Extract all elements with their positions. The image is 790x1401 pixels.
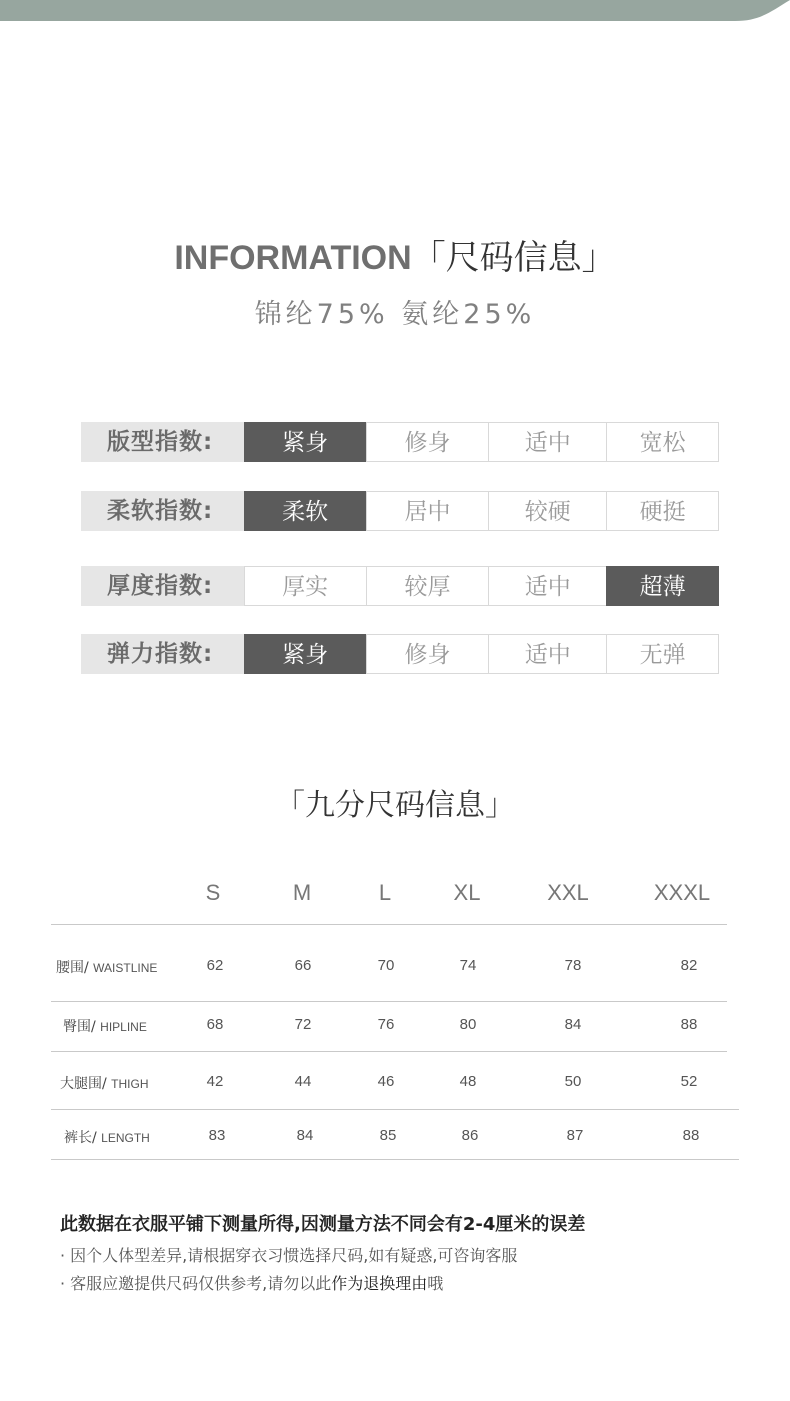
table-divider bbox=[51, 1001, 727, 1002]
table-cell: 84 bbox=[296, 1127, 314, 1144]
row-label-en: THIGH bbox=[111, 1077, 149, 1091]
measurement-notes bbox=[60, 1210, 760, 1298]
size-header-cell: XXL bbox=[547, 880, 589, 905]
index-option: 硬挺 bbox=[606, 491, 719, 531]
table-cell: 80 bbox=[459, 1016, 477, 1033]
row-label bbox=[63, 1016, 147, 1036]
index-option: 较厚 bbox=[366, 566, 490, 606]
title-english: INFORMATION bbox=[174, 239, 412, 277]
page-title bbox=[0, 230, 790, 279]
size-header-cell: S bbox=[205, 880, 221, 905]
title-chinese: 「尺码信息」 bbox=[411, 238, 616, 278]
index-option: 厚实 bbox=[244, 566, 367, 606]
notes-line-text: · 客服应邀提供尺码仅供参考,请勿以此 bbox=[60, 1274, 332, 1293]
row-label-cn: 大腿围/ bbox=[60, 1076, 107, 1092]
table-cell: 82 bbox=[680, 957, 698, 974]
table-cell: 62 bbox=[206, 957, 224, 974]
index-option: 超薄 bbox=[606, 566, 719, 606]
row-label bbox=[60, 1073, 149, 1093]
index-option: 较硬 bbox=[488, 491, 607, 531]
table-cell: 46 bbox=[377, 1073, 395, 1090]
table-cell: 88 bbox=[680, 1016, 698, 1033]
size-chart-title: 「九分尺码信息」 bbox=[275, 788, 515, 823]
table-cell: 48 bbox=[459, 1073, 477, 1090]
table-row bbox=[0, 1016, 790, 1040]
table-cell: 76 bbox=[377, 1016, 395, 1033]
index-label: 版型指数: bbox=[81, 422, 244, 462]
size-header-cell: XXXL bbox=[653, 880, 711, 905]
table-cell: 85 bbox=[379, 1127, 397, 1144]
table-row bbox=[0, 1127, 790, 1151]
notes-line: · 因个人体型差异,请根据穿衣习惯选择尺码,如有疑惑,可咨询客服 bbox=[60, 1246, 518, 1265]
index-row-elasticity bbox=[81, 634, 719, 674]
table-cell: 87 bbox=[566, 1127, 584, 1144]
row-label bbox=[64, 1127, 150, 1147]
notes-line-emphasis: 作为退换理由 bbox=[331, 1274, 428, 1293]
size-header-cell: M bbox=[292, 880, 312, 905]
row-label-cn: 臀围/ bbox=[63, 1019, 96, 1035]
index-label: 柔软指数: bbox=[81, 491, 244, 531]
size-header-cell: XL bbox=[453, 880, 481, 905]
index-option: 修身 bbox=[366, 422, 490, 462]
row-label-cn: 裤长/ bbox=[64, 1130, 97, 1146]
table-row bbox=[0, 957, 790, 981]
row-label-en: LENGTH bbox=[101, 1131, 150, 1145]
table-cell: 78 bbox=[564, 957, 582, 974]
index-option: 适中 bbox=[488, 422, 607, 462]
index-option: 柔软 bbox=[244, 491, 367, 531]
index-row-softness bbox=[81, 491, 719, 531]
index-option: 修身 bbox=[366, 634, 490, 674]
row-label-en: WAISTLINE bbox=[93, 961, 158, 975]
top-decorative-band bbox=[0, 0, 790, 21]
index-option: 适中 bbox=[488, 566, 607, 606]
size-header-cell: L bbox=[378, 880, 392, 905]
table-cell: 68 bbox=[206, 1016, 224, 1033]
table-cell: 52 bbox=[680, 1073, 698, 1090]
row-label bbox=[56, 957, 157, 977]
table-cell: 86 bbox=[461, 1127, 479, 1144]
table-cell: 72 bbox=[294, 1016, 312, 1033]
table-cell: 83 bbox=[208, 1127, 226, 1144]
index-row-thickness bbox=[81, 566, 719, 606]
index-option: 宽松 bbox=[606, 422, 719, 462]
row-label-en: HIPLINE bbox=[100, 1020, 147, 1034]
index-label: 厚度指数: bbox=[81, 566, 244, 606]
notes-headline: 此数据在衣服平铺下测量所得,因测量方法不同会有2-4厘米的误差 bbox=[60, 1214, 586, 1235]
table-cell: 42 bbox=[206, 1073, 224, 1090]
table-cell: 70 bbox=[377, 957, 395, 974]
table-divider bbox=[51, 1159, 739, 1160]
table-row bbox=[0, 1073, 790, 1097]
table-cell: 66 bbox=[294, 957, 312, 974]
table-cell: 74 bbox=[459, 957, 477, 974]
material-composition: 锦纶75% 氨纶25% bbox=[254, 299, 536, 330]
notes-line bbox=[60, 1270, 760, 1298]
size-header-row bbox=[0, 880, 790, 910]
notes-line-text: 哦 bbox=[427, 1274, 444, 1293]
index-option: 适中 bbox=[488, 634, 607, 674]
index-row-fit bbox=[81, 422, 719, 462]
index-option: 紧身 bbox=[244, 422, 367, 462]
index-label: 弹力指数: bbox=[81, 634, 244, 674]
table-cell: 84 bbox=[564, 1016, 582, 1033]
table-cell: 88 bbox=[682, 1127, 700, 1144]
table-cell: 50 bbox=[564, 1073, 582, 1090]
row-label-cn: 腰围/ bbox=[56, 960, 89, 976]
index-option: 居中 bbox=[366, 491, 490, 531]
table-divider bbox=[51, 1109, 739, 1110]
table-divider bbox=[51, 924, 727, 925]
index-option: 无弹 bbox=[606, 634, 719, 674]
index-option: 紧身 bbox=[244, 634, 367, 674]
table-cell: 44 bbox=[294, 1073, 312, 1090]
table-divider bbox=[51, 1051, 727, 1052]
